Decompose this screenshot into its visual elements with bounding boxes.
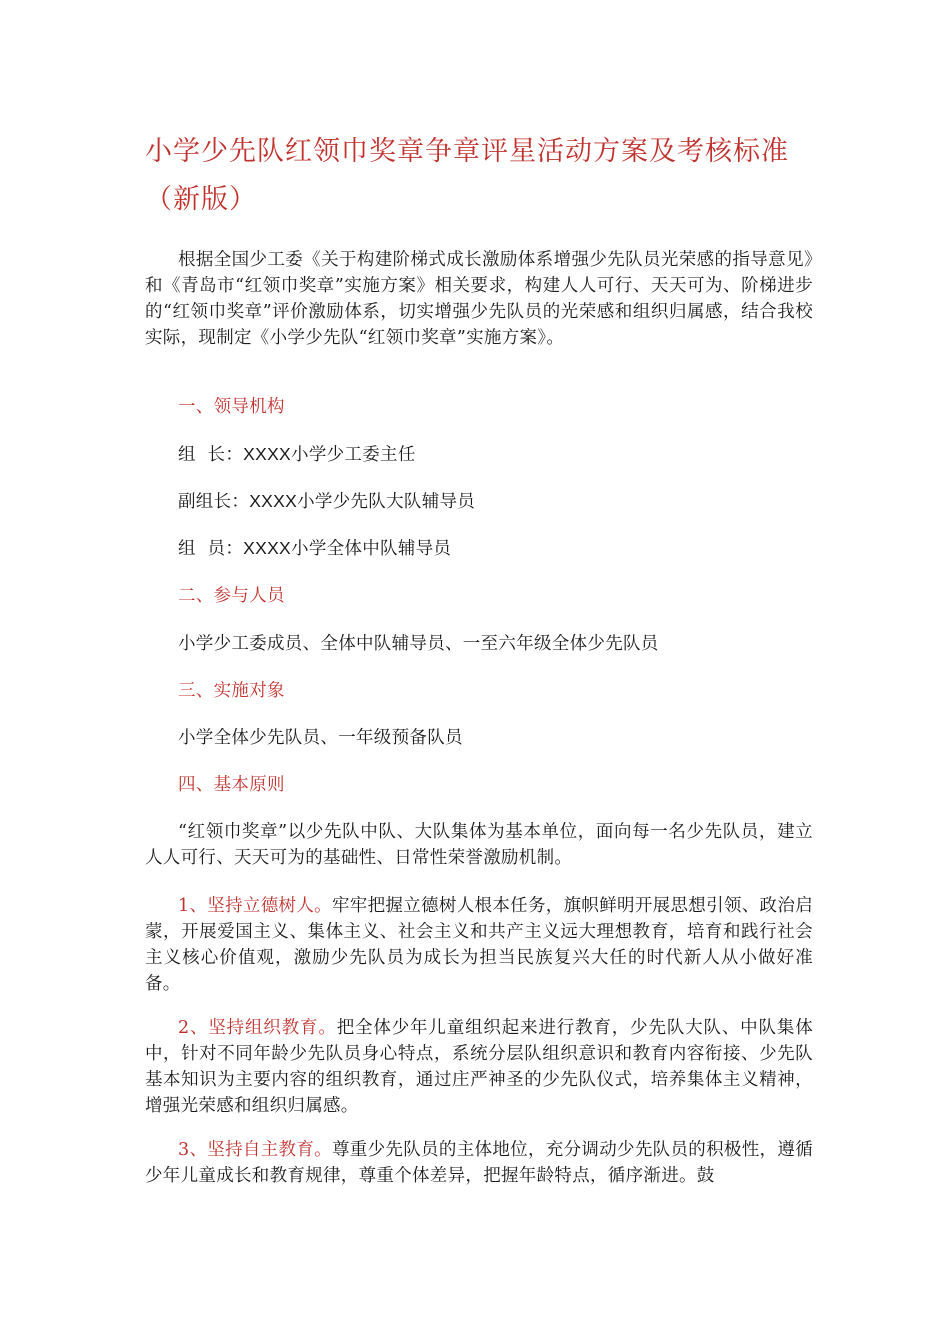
section-heading-targets: 三、实施对象 [178,681,285,701]
principle-text: 尊重少先队员的主体地位，充分调动少先队员的积极性，遵循少年儿童成长和教育规律，尊重个体差异，把握年龄特点，循序渐进。鼓 [145,1140,813,1186]
principle-title: 1、坚持立德树人。 [178,896,332,916]
member-line [178,535,451,562]
leader-role: 小学少工委主任 [291,445,416,465]
document-title: 小学少先队红领巾奖章争章评星活动方案及考核标准（新版） [145,136,789,215]
principle-text: 把全体少年儿童组织起来进行教育，少先队大队、中队集体中，针对不同年龄少先队员身心特点，系统分层队组织意识和教育内容衔接、少先队基本知识为主要内容的组织教育，通过庄严神圣的少先队仪式，培养集体主义精神，增强光荣感和组织归属感。 [145,1018,813,1116]
leader-line [178,441,416,468]
principle-item [145,893,813,997]
member-name: XXXX [243,538,292,558]
deputy-label: 副组长： [178,492,250,512]
member-label: 组 员： [178,539,244,559]
principle-title: 3、坚持自主教育。 [178,1140,332,1160]
leader-name: XXXX [243,444,292,464]
principle-text: 牢牢把握立德树人根本任务，旗帜鲜明开展思想引领、政治启蒙，开展爱国主义、集体主义、社会主义和共产主义远大理想教育，培育和践行社会主义核心价值观，激励少先队员为成长为担当民族复兴大任的时代新人从小做好准备。 [145,896,813,994]
member-role: 小学全体中队辅导员 [291,539,452,559]
deputy-name: XXXX [249,491,298,511]
intro-paragraph: 根据全国少工委《关于构建阶梯式成长激励体系增强少先队员光荣感的指导意见》和《青岛市“红领巾奖章”实施方案》相关要求，构建人人可行、天天可为、阶梯进步的“红领巾奖章”评价激励体系，切实增强少先队员的光荣感和组织归属感，结合我校实际，现制定《小学少先队“红领巾奖章”实施方案》。 [145,250,813,348]
targets-text: 小学全体少先队员、一年级预备队员 [178,728,463,748]
section-heading-principles: 四、基本原则 [178,775,285,795]
section-heading-participants: 二、参与人员 [178,586,285,606]
principle-item [145,1137,813,1189]
deputy-role: 小学少先队大队辅导员 [297,492,476,512]
principle-title: 2、坚持组织教育。 [178,1018,337,1038]
deputy-leader-line [178,488,475,515]
section-heading-leadership: 一、领导机构 [178,397,285,417]
principle-item [145,1015,813,1119]
participants-text: 小学少工委成员、全体中队辅导员、一至六年级全体少先队员 [178,634,659,654]
leader-label: 组 长： [178,445,244,465]
principles-intro-paragraph: “红领巾奖章”以少先队中队、大队集体为基本单位，面向每一名少先队员，建立人人可行、天天可为的基础性、日常性荣誉激励机制。 [145,822,813,868]
